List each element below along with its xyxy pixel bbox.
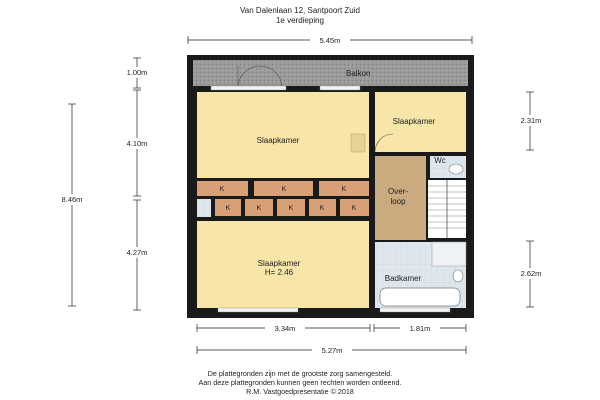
closet-utility bbox=[197, 199, 211, 217]
closet-label: K bbox=[351, 205, 357, 212]
window-bottom-bedroom bbox=[218, 308, 298, 312]
label-badkamer: Badkamer bbox=[384, 274, 422, 283]
radiator bbox=[351, 134, 365, 152]
label-slaapkamer-small: Slaapkamer bbox=[392, 117, 436, 126]
staircase bbox=[428, 180, 466, 238]
closets-bottom-row bbox=[197, 199, 369, 217]
label-slaapkamer-bottom-height: H= 2.46 bbox=[264, 268, 294, 277]
dim-right-upper: 2.31m bbox=[520, 116, 542, 125]
dim-bottom-left: 3.34m bbox=[274, 324, 296, 333]
dim-left-total: 8.46m bbox=[61, 195, 83, 204]
label-overloop-line2: loop bbox=[390, 197, 406, 206]
closet-label: K bbox=[219, 186, 225, 193]
footer-copyright: R.M. Vastgoedpresentatie © 2018 bbox=[246, 387, 354, 396]
dim-right-lower: 2.62m bbox=[520, 269, 542, 278]
dim-balcony-depth: 1.00m bbox=[126, 68, 148, 77]
toilet-icon bbox=[449, 164, 463, 174]
closet-label: K bbox=[225, 205, 231, 212]
closet-label: K bbox=[319, 205, 325, 212]
dim-left-upper: 4.10m bbox=[126, 139, 148, 148]
label-slaapkamer-large: Slaapkamer bbox=[256, 136, 300, 145]
dim-top-width: 5.45m bbox=[319, 36, 341, 45]
closet-label: K bbox=[341, 186, 347, 193]
dim-left-lower: 4.27m bbox=[126, 248, 148, 257]
window-bathroom bbox=[380, 308, 450, 312]
label-overloop-line1: Over- bbox=[388, 187, 408, 196]
closet-label: K bbox=[288, 205, 294, 212]
label-wc: Wc bbox=[434, 156, 446, 165]
shower-area bbox=[432, 242, 466, 266]
bathtub-icon bbox=[380, 288, 460, 306]
balcony-window bbox=[320, 86, 360, 90]
label-balkon: Balkon bbox=[346, 69, 371, 78]
dim-bottom-total: 5.27m bbox=[321, 346, 343, 355]
dim-bottom-right: 1.81m bbox=[409, 324, 431, 333]
plan-floor-label: 1e verdieping bbox=[275, 16, 325, 25]
balcony-floor bbox=[193, 60, 468, 86]
plan-address: Van Dalenlaan 12, Santpoort Zuid bbox=[240, 6, 360, 15]
closet-label: K bbox=[281, 186, 287, 193]
footer-disclaimer-2: Aan deze plattegronden kunnen geen rechten worden ontleend. bbox=[198, 378, 402, 387]
closet-label: K bbox=[256, 205, 262, 212]
sink-icon bbox=[453, 270, 463, 282]
room-slaapkamer-large bbox=[197, 92, 369, 178]
footer-disclaimer-1: De plattegronden zijn met de grootste zorg samengesteld. bbox=[207, 369, 393, 378]
label-slaapkamer-bottom: Slaapkamer bbox=[257, 259, 301, 268]
balcony-door-frame bbox=[211, 86, 286, 90]
